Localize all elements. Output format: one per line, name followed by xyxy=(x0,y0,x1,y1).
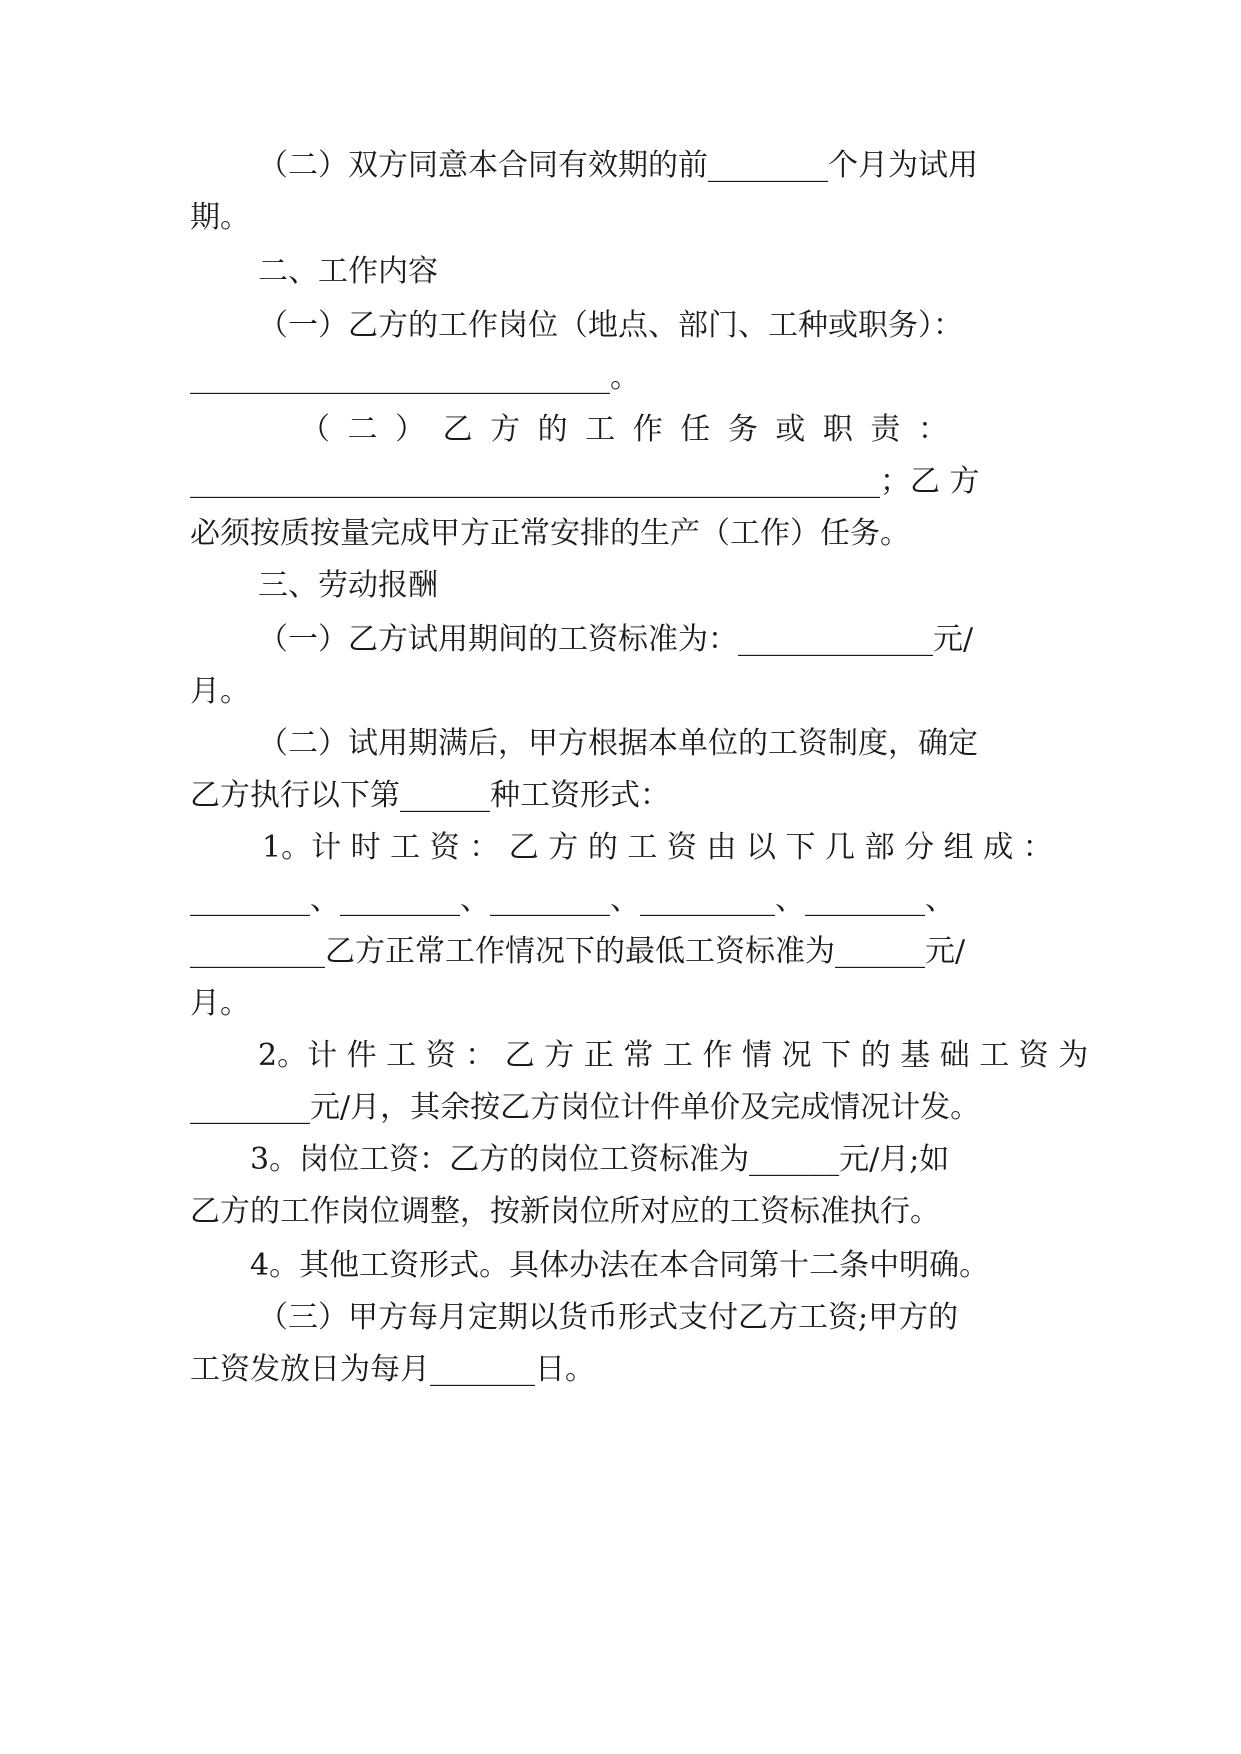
para-hourly-wage-line3: _________乙方正常工作情况下的最低工资标准为______元/ xyxy=(190,934,966,969)
para-probation-wage-line2: 月。 xyxy=(190,674,250,709)
para-payment-line2: 工资发放日为每月_______日。 xyxy=(190,1352,595,1387)
para-work-duty-line2: ______________________________________________；乙 方 xyxy=(190,464,980,499)
para-probation-wage-line1: （一）乙方试用期间的工资标准为：_____________元/ xyxy=(258,622,974,657)
para-probation-line1: （二）双方同意本合同有效期的前________个月为试用 xyxy=(258,148,978,183)
para-other-wage: 4。其他工资形式。具体办法在本合同第十二条中明确。 xyxy=(250,1248,990,1283)
heading-work-content: 二、工作内容 xyxy=(258,254,438,289)
para-hourly-wage-line1: 1。计 时 工 资 ： 乙 方 的 工 资 由 以 下 几 部 分 组 成 ： xyxy=(262,830,1053,865)
para-hourly-wage-line2: ________、________、________、_________、________、 xyxy=(190,882,955,917)
para-piece-wage-line2: ________元/月，其余按乙方岗位计件单价及完成情况计发。 xyxy=(190,1090,981,1125)
para-payment-line1: （三）甲方每月定期以货币形式支付乙方工资;甲方的 xyxy=(258,1300,959,1335)
para-work-duty-line1: （ 二 ） 乙 方 的 工 作 任 务 或 职 责 ： xyxy=(300,412,952,447)
heading-remuneration: 三、劳动报酬 xyxy=(258,568,438,603)
para-hourly-wage-line4: 月。 xyxy=(190,986,250,1021)
para-post-wage-line1: 3。岗位工资：乙方的岗位工资标准为______元/月;如 xyxy=(250,1142,950,1177)
para-work-duty-line3: 必须按质按量完成甲方正常安排的生产（工作）任务。 xyxy=(190,516,910,551)
para-work-post-line1: （一）乙方的工作岗位（地点、部门、工种或职务）： xyxy=(258,308,963,343)
para-piece-wage-line1: 2。计 件 工 资 ： 乙 方 正 常 工 作 情 况 下 的 基 础 工 资 为 xyxy=(258,1038,1089,1073)
para-post-wage-line2: 乙方的工作岗位调整，按新岗位所对应的工资标准执行。 xyxy=(190,1194,940,1229)
para-wage-form-line1: （二）试用期满后，甲方根据本单位的工资制度，确定 xyxy=(258,726,978,761)
para-work-post-line2: ____________________________。 xyxy=(190,360,640,395)
para-wage-form-line2: 乙方执行以下第______种工资形式： xyxy=(190,778,670,813)
para-probation-line2: 期。 xyxy=(190,200,250,235)
